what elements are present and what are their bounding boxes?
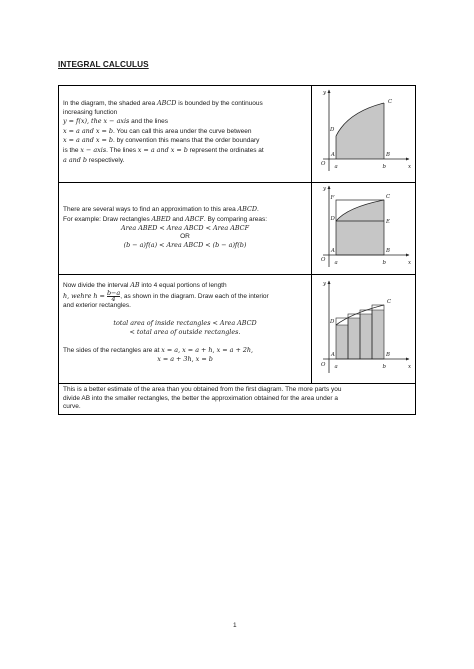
label-D: D <box>330 319 335 325</box>
area-diagram <box>312 86 415 183</box>
text-run: . The lines <box>106 146 138 154</box>
inside-rectangle-1 <box>336 325 348 359</box>
row3-inequality-2: < total area of outside rectangles. <box>129 328 241 336</box>
math-run: x = a and x = b <box>63 136 114 145</box>
figure-area-under-curve <box>312 86 415 182</box>
row1-line2: increasing function <box>63 108 118 116</box>
label-y: y <box>323 281 327 287</box>
text-run: is the <box>63 146 81 154</box>
row3-line6 <box>63 346 307 356</box>
label-B: B <box>386 352 390 358</box>
label-a: a <box>334 260 338 266</box>
text-run: For example: Draw rectangles <box>63 215 152 223</box>
row3-line2 <box>63 288 307 303</box>
x-axis-arrow <box>406 358 410 361</box>
fraction <box>106 288 121 303</box>
x-axis-arrow <box>406 158 410 161</box>
label-y: y <box>323 186 327 192</box>
row3-line1 <box>63 281 307 291</box>
inside-rectangle-2 <box>348 318 360 359</box>
row3-line7: x = a + 3h, x = b <box>157 355 213 364</box>
label-F: F <box>330 195 335 201</box>
label-B: B <box>386 152 390 158</box>
text-run: is bounded by the continuous <box>176 100 263 107</box>
row2-line1 <box>63 205 307 215</box>
label-A: A <box>331 352 335 358</box>
row4-line3: curve. <box>63 403 81 411</box>
label-C: C <box>387 299 392 305</box>
row1-line6 <box>63 146 307 156</box>
inner-rectangle-fill <box>336 221 384 255</box>
row1-line4 <box>63 127 307 137</box>
label-A: A <box>331 152 335 158</box>
text-run: into 4 equal portions of length <box>139 282 227 289</box>
row4-text <box>59 384 345 414</box>
row1-line1 <box>63 99 307 109</box>
y-axis-arrow <box>328 281 331 285</box>
math-run: ABED <box>151 214 171 223</box>
math-run: x = a and x = b <box>137 145 188 154</box>
label-O: O <box>321 257 326 263</box>
text-run: . By comparing areas: <box>203 215 268 223</box>
row3-inequality-1: total area of inside rectangles < Area ABCD <box>113 319 257 328</box>
row1-text <box>59 86 312 182</box>
fraction-denominator: 4 <box>111 294 116 303</box>
math-run: x = a and x = b <box>63 126 114 135</box>
math-run: AB <box>130 281 140 289</box>
text-run: and the lines <box>129 118 168 126</box>
page-number: 1 <box>233 622 237 629</box>
y-axis-arrow <box>328 90 331 94</box>
row2-inequality-1: Area ABED < Area ABCD < Area ABCF <box>120 224 249 233</box>
label-B: B <box>386 248 390 254</box>
table-row <box>59 275 415 384</box>
shaded-region <box>336 103 384 159</box>
label-y: y <box>323 90 327 96</box>
text-run: . You can call this area under the curve between <box>113 127 252 135</box>
table-row <box>59 384 415 414</box>
text-run: respectively. <box>86 156 125 164</box>
label-b: b <box>382 364 386 370</box>
label-A: A <box>331 248 335 254</box>
label-D: D <box>330 127 335 133</box>
table-row <box>59 183 415 275</box>
text-run: . <box>256 206 259 213</box>
label-b: b <box>382 164 386 170</box>
text-run: The sides of the rectangles are at <box>63 346 162 354</box>
math-run: a and b <box>63 155 87 164</box>
row1-line3 <box>63 117 307 127</box>
label-x: x <box>408 364 412 370</box>
label-C: C <box>386 194 391 200</box>
fraction-numerator: b−a <box>106 288 121 297</box>
figure-subdivided-rectangles <box>312 275 415 383</box>
label-a: a <box>334 164 338 170</box>
math-run: ABCD <box>156 99 177 107</box>
label-C: C <box>388 99 393 105</box>
math-run: x − axis <box>80 145 107 154</box>
label-a: a <box>334 364 338 370</box>
x-axis-arrow <box>406 254 410 257</box>
label-b: b <box>382 260 386 266</box>
label-O: O <box>321 161 326 167</box>
inside-rectangle-4 <box>372 310 384 359</box>
text-run: and <box>170 215 186 223</box>
figure-bounding-rectangles <box>312 183 415 274</box>
label-x: x <box>408 164 412 170</box>
math-run: ABCF <box>185 214 204 223</box>
row1-line5 <box>63 136 307 146</box>
rectangles-diagram <box>312 183 415 275</box>
text-run: In the diagram, the shaded area <box>63 100 157 107</box>
y-axis-arrow <box>328 186 331 190</box>
row2-inequality-2: (b − a)f(a) < Area ABCD < (b − a)f(b) <box>123 241 247 250</box>
math-run: ABCD <box>237 205 257 213</box>
text-run: Now divide the interval <box>63 282 131 289</box>
math-run: h, wehre h = <box>63 291 107 300</box>
text-run: . by convention this means that the order boundary <box>113 137 260 145</box>
row2-text <box>59 183 312 274</box>
content-table <box>58 85 416 415</box>
shaded-cap <box>336 200 384 221</box>
label-E: E <box>386 219 390 225</box>
label-O: O <box>321 362 326 368</box>
row4-line2: divide AB into the smaller rectangles, the better the approximation obtained for the area under a <box>63 394 338 402</box>
text-run: represent the ordinates at <box>187 146 264 154</box>
row3-text <box>59 275 312 383</box>
subdivision-diagram <box>312 275 415 384</box>
row2-line2 <box>63 215 307 225</box>
inside-rectangle-3 <box>360 314 372 359</box>
math-run: x = a, x = a + h, x = a + 2h, <box>161 345 254 354</box>
table-row <box>59 86 415 183</box>
label-x: x <box>408 260 412 266</box>
text-run: , as shown in the diagram. Draw each of the interior <box>120 292 269 300</box>
row2-or: OR <box>180 232 190 240</box>
text-run: There are several ways to find an approximation to this area <box>63 206 238 213</box>
page-heading: INTEGRAL CALCULUS <box>58 60 149 69</box>
row4-line1: This is a better estimate of the area than you obtained from the first diagram. The more parts you <box>63 386 342 393</box>
label-D: D <box>330 216 335 222</box>
math-run: y = f(x), the x − axis <box>63 117 130 126</box>
row3-line3: and exterior rectangles. <box>63 301 131 309</box>
row1-line7 <box>63 156 307 166</box>
